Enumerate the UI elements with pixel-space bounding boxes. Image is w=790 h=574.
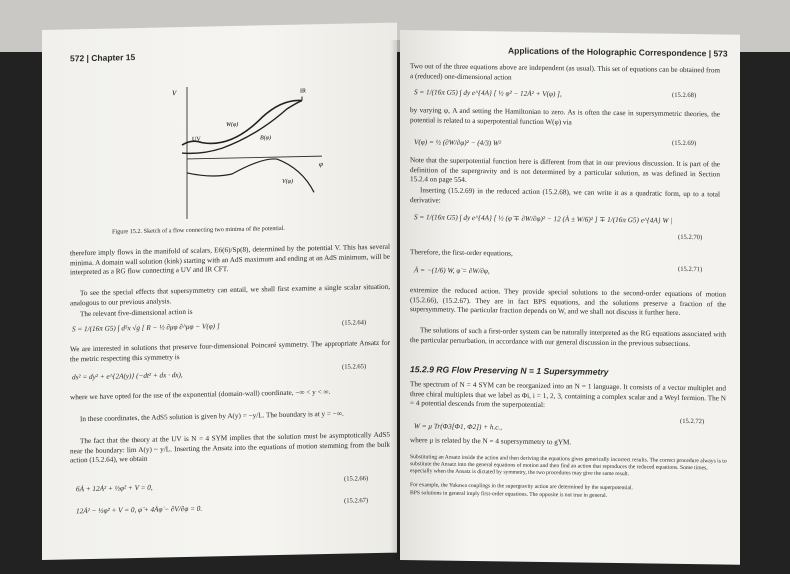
paragraph: Two out of the three equations above are independent (as usual). This set of equations can be obtained from a (reduced) one-dimensional action [410, 62, 720, 82]
equation-number: (15.2.69) [672, 139, 697, 148]
left-page-header: 572 | Chapter 15 [70, 52, 136, 64]
right-page [400, 30, 740, 565]
equation-number: (15.2.65) [342, 363, 367, 371]
equation-number: (15.2.64) [342, 319, 367, 327]
v-curve [187, 158, 314, 195]
paragraph: Note that the superpotential function here is different from that in our previous discussion. It is part of the definition of the supergravity and is not determined by a particular solution, as was defined in Section 15.2.4 on page 554. [410, 156, 720, 185]
equation-15-2-70: S = 1/(16π G5) ∫ dy e^{4A} [ ½ (φ̇ ∓ ∂W/∂φ)² − 12 (Ȧ ± W/6)² ] ∓ 1/(16π G5) e^{4A} W | [414, 213, 673, 225]
ir-label: IR [300, 88, 306, 95]
equation-15-2-69: V(φ) = ½ (∂W/∂φ)² − (4/3) W² [414, 138, 502, 148]
paragraph: where we have opted for the use of the exponential (domain-wall) coordinate, −∞ < y < ∞. [70, 387, 331, 402]
equation-number: (15.2.67) [344, 497, 369, 505]
equation-number: (15.2.70) [678, 233, 703, 242]
paragraph: To see the special effects that supersymmetry can entail, we shall first examine a single scalar situation, analogous to our previous analysis. [70, 282, 390, 308]
equation-15-2-68: S = 1/(16π G5) ∫ dy e^{4A} [ ½ φ̇² − 12Ȧ² + V(φ) ], [414, 88, 562, 99]
equation-15-2-72: W = μ Tr(Φ3[Φ1, Φ2]) + h.c., [414, 422, 503, 432]
equation-number: (15.2.66) [344, 475, 369, 483]
x-axis-label: φ [319, 160, 323, 169]
uv-label: UV [192, 136, 201, 143]
equation-15-2-71: Ȧ = −(1/6) W, φ̇ = ∂W/∂φ, [414, 266, 490, 276]
flow-figure [162, 76, 332, 230]
y-axis-label: V [172, 89, 177, 98]
equation-number: (15.2.71) [678, 265, 703, 274]
paragraph: The fact that the theory at the UV is N = 4 SYM implies that the solution must be asymptotically AdS5 near the boundary: lim A(y) ~ y/L. Inserting the Ansatz into the equations of motion stemming from the bulk action (15.2.64), we obtain [70, 430, 390, 465]
footnote: Substituting an Ansatz inside the action and then deriving the equations gives generically incorrect results. The correct procedure always is to substitute the Ansatz into the general equations of motion and then find an action that reproduces the reduced equations. Some times, especially when the Ansatz is dictated by symmetry, the two procedures may give the same result. [410, 454, 727, 478]
right-page-header: Applications of the Holographic Correspondence | 573 [508, 45, 728, 59]
equation-number: (15.2.68) [672, 91, 697, 100]
equation-number: (15.2.72) [680, 417, 705, 426]
footnote: For example, the Yukawa couplings in the supergravity action are determined by the superpotential. [410, 482, 633, 492]
left-page [42, 23, 397, 560]
b-label: B(φ) [260, 135, 271, 142]
paragraph: where μ is related by the N = 4 supersymmetry to gYM. [410, 436, 572, 447]
paragraph: extremize the reduced action. They provide special solutions to the second-order equations of motion (15.2.66), (15.2.67). They are in fact BPS equations, and the solutions preserve a fraction of the supersymmetry. The particular fraction depends on W, and we shall not discuss it further here. [410, 286, 726, 318]
paragraph: In these coordinates, the AdS5 solution is given by A(y) = −y/L. The boundary is at y = −∞. [80, 409, 344, 424]
paragraph: The relevant five-dimensional action is [80, 307, 193, 319]
section-title: 15.2.9 RG Flow Preserving N = 1 Supersymmetry [410, 364, 609, 377]
paragraph: We are interested in solutions that preserve four-dimensional Poincaré symmetry. The appropriate Ansatz for the metric respecting this symmetry is [70, 338, 390, 364]
footnote: BPS solutions in general imply first-order equations. The opposite is not true in general. [410, 490, 608, 499]
paragraph: The solutions of such a first-order system can be naturally interpreted as the RG equations associated with the particular perturbation, in accordance with our general discussion in the previous subsections. [410, 326, 726, 348]
paragraph: The spectrum of N = 4 SYM can be reorganized into an N = 1 language. It consists of a vector multiplet and three chiral multiplets that we label as Φi, i = 1, 2, 3, containing a complex scalar and a Weyl fermion. The N = 4 potential descends from the superpotential: [410, 380, 726, 410]
paragraph: therefore imply flows in the manifold of scalars, E6(6)/Sp(8), determined by the potential V. This has several minima. A domain wall solution (kink) starting with an AdS maximum and ending at an AdS minimum, will be interpreted as a RG flow connecting a UV and IR CFT. [70, 242, 390, 277]
b-curve [182, 101, 302, 154]
paragraph: Therefore, the first-order equations, [410, 248, 513, 258]
paragraph: by varying φ, A and setting the Hamiltonian to zero. As is often the case in supersymmetric theories, the potential is related to a superpotential function W(φ) via [410, 106, 720, 126]
equation-15-2-64: S = 1/(16π G5) ∫ d⁵x √g [ R − ½ ∂μφ ∂^μφ − V(φ) ] [72, 322, 220, 334]
figure-caption: Figure 15.2. Sketch of a flow connecting two minima of the potential. [112, 224, 285, 236]
paragraph: Inserting (15.2.69) in the reduced action (15.2.68), we can write it as a quadratic form, up to a total derivative: [410, 186, 720, 205]
w-label: W(φ) [226, 121, 239, 129]
equation-15-2-65: ds² = dy² + e^{2A(y)} (−dt² + dx · dx), [72, 371, 183, 382]
equation-15-2-67: 12Ȧ² − ½φ̇² + V = 0, φ̈ + 4Ȧφ̇ − ∂V/∂φ = 0. [76, 504, 203, 516]
equation-15-2-66: 6Ȧ + 12Ȧ² + ½φ̇² + V = 0, [76, 483, 153, 494]
v-label: V(φ) [282, 178, 293, 185]
